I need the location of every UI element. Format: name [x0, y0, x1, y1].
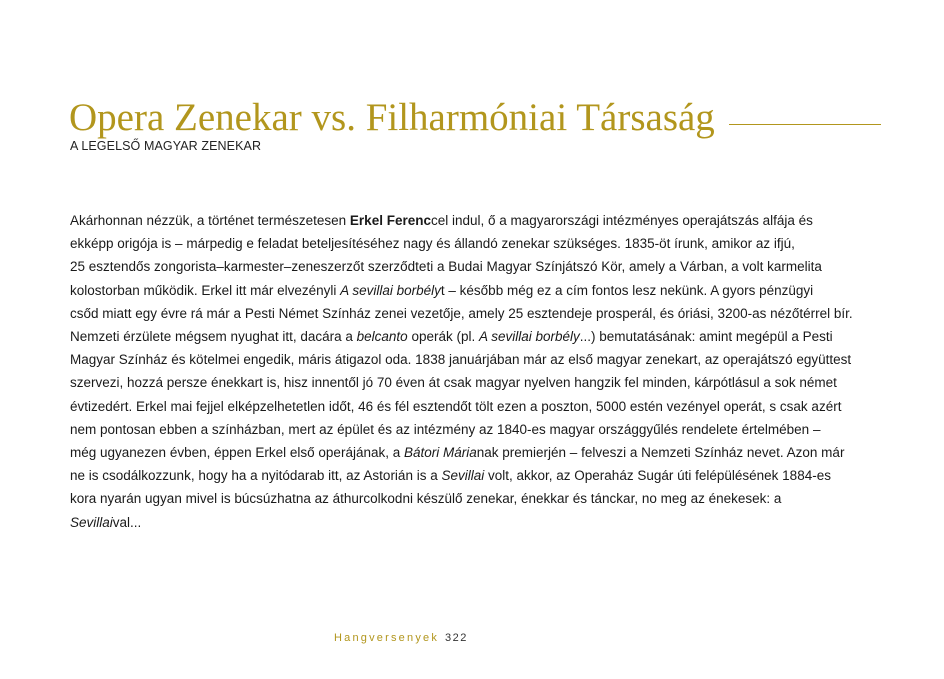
bold-name: Erkel Ferenc [349, 213, 431, 228]
body-text [70, 209, 890, 534]
text-run: operák (pl. [407, 329, 479, 345]
text-run: ...) bemutatásának: amint megépül a Pesti [579, 329, 833, 345]
body-line: Magyar Színház és kötelmei engedik, máris átigazol oda. 1838 januárjában már az első magyar zenekart, az operajátszó együttest [70, 352, 852, 368]
body-line: szervezi, hozzá persze énekkart is, hisz innentől jó 70 éven át csak magyar nyelven hangzik fel minden, kárpótlásul a sok német [70, 375, 837, 391]
italic-title: A sevillai borbély [340, 282, 441, 298]
italic-title: Sevillai [441, 468, 485, 484]
body-line: ekképp origója is – márpedig e feladat beteljesítéséhez nagy és állandó zenekar szükséges. 1835-öt írunk, amikor az ifjú, [70, 236, 795, 252]
body-line: évtizedért. Erkel mai fejjel elképzelhetetlen időt, 46 és fél esztendőt tölt ezen a poszton, 5000 estén vezényel operát, s csak azért [70, 398, 842, 414]
body-line: nem pontosan ebben a színházban, mert az épület és az intézmény az 1840-es magyar országgyűlés rendelete értelmében – [70, 421, 821, 437]
body-line [70, 464, 890, 487]
italic-term: belcanto [356, 329, 408, 345]
text-run: t – később még ez a cím fontos lesz nekünk. A gyors pénzügyi [440, 282, 814, 298]
text-run: még ugyanezen évben, éppen Erkel első operájának, a [70, 445, 404, 461]
text-run: cel indul, ő a magyarországi intézményes operajátszás alfája és [430, 213, 813, 228]
page-footer [334, 628, 468, 646]
title-row [69, 94, 881, 142]
title-rule [729, 124, 881, 125]
body-line [70, 209, 890, 232]
body-line [70, 511, 890, 534]
text-run: volt, akkor, az Operaház Sugár úti felépülésének 1884-es [484, 468, 831, 484]
footer-section-label: Hangversenyek [334, 632, 440, 644]
body-line [70, 325, 890, 348]
page-subtitle: A LEGELSŐ MAGYAR ZENEKAR [70, 139, 262, 153]
page-title: Opera Zenekar vs. Filharmóniai Társaság [69, 96, 715, 139]
body-line [70, 279, 890, 302]
italic-title: A sevillai borbély [478, 329, 580, 345]
body-line: kora nyarán ugyan mivel is búcsúzhatna az áthurcolkodni készülő zenekar, énekkar és tánckar, no meg az énekesek: a [70, 491, 782, 507]
body-line: csőd miatt egy évre rá már a Pesti Német Színház zenei vezetője, amely 25 esztendeje prosperál, és óriási, 3200-as nézőtérrel bír. [70, 305, 853, 321]
italic-title: Bátori Mária [403, 445, 477, 461]
italic-title: Sevillai [70, 514, 113, 530]
text-run: ne is csodálkozzunk, hogy ha a nyitódarab itt, az Astorián is a [70, 468, 442, 484]
text-run: nak premierjén – felveszi a Nemzeti Színház nevet. Azon már [476, 445, 845, 461]
text-run: Akárhonnan nézzük, a történet természetesen [70, 213, 350, 228]
page-number: 322 [445, 632, 468, 644]
text-run: Nemzeti érzülete mégsem nyughat itt, dacára a [70, 329, 357, 345]
body-line [70, 441, 890, 464]
body-line: 25 esztendős zongorista–karmester–zeneszerzőt szerződteti a Budai Magyar Színjátszó Kör, amely a Várban, a volt karmelita [70, 259, 822, 275]
text-run: val... [112, 514, 142, 530]
text-run: kolostorban működik. Erkel itt már elvezényli [70, 282, 341, 298]
